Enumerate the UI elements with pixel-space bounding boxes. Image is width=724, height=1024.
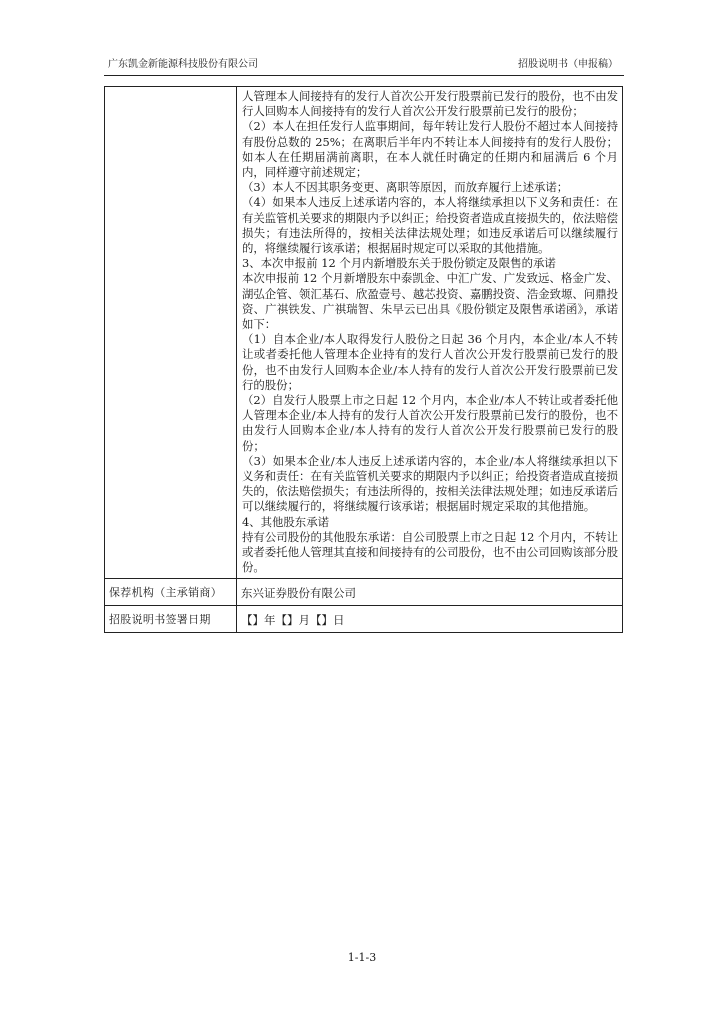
sponsor-label: 保荐机构（主承销商） <box>105 578 237 605</box>
info-table <box>104 86 623 633</box>
commitment-paragraph: 人管理本人间接持有的发行人首次公开发行股票前已发行的股份，也不由发行人回购本人间接持有的发行人首次公开发行股票前已发行的股份； <box>242 89 618 119</box>
company-name: 广东凯金新能源科技股份有限公司 <box>108 59 258 70</box>
commitment-content-cell <box>237 87 623 579</box>
commitment-paragraph: （4）如果本人违反上述承诺内容的，本人将继续承担以下义务和责任：在有关监管机关要求的期限内予以纠正；给投资者造成直接损失的，依法赔偿损失；有违法所得的，按相关法律法规处理；如违反承诺后可以继续履行的，将继续履行该承诺；根据届时规定可以采取的其他措施。 <box>242 195 618 256</box>
document-type: 招股说明书（申报稿） <box>518 59 618 70</box>
sponsor-row <box>105 578 623 605</box>
commitment-paragraph: （3）如果本企业/本人违反上述承诺内容的，本企业/本人将继续承担以下义务和责任：在有关监管机关要求的期限内予以纠正；给投资者造成直接损失的，依法赔偿损失；有违法所得的，按相关法律法规处理；如违反承诺后可以继续履行的，将继续履行该承诺；根据届时规定采取的其他措施。 <box>242 453 618 514</box>
page-number: 1-1-3 <box>347 951 377 964</box>
sign-date-label: 招股说明书签署日期 <box>105 605 237 632</box>
commitment-paragraph: （1）自本企业/本人取得发行人股份之日起 36 个月内，本企业/本人不转让或者委托他人管理本企业持有的发行人首次公开发行股票前已发行的股份，也不由发行人回购本企业/本人持有的发行人首次公开发行股票前已发行的股份； <box>242 332 618 392</box>
commitment-paragraph: 本次申报前 12 个月新增股东中泰凯金、中汇广发、广发致远、格金广发、湖弘企管、领汇基石、欣盈壹号、越芯投资、嘉鹏投资、浩金致塬、问鼎投资、广祺铁发、广祺瑞智、朱早云已出具《股份锁定及限售承诺函》，承诺如下： <box>242 271 618 332</box>
page-header <box>104 58 624 74</box>
header-divider <box>104 75 624 76</box>
section-heading: 4、其他股东承诺 <box>242 514 329 529</box>
sponsor-value: 东兴证券股份有限公司 <box>237 578 623 605</box>
section-heading: 3、本次申报前 12 个月内新增股东关于股份锁定及限售的承诺 <box>242 256 556 271</box>
sign-date-value: 【】年【】月【】日 <box>237 605 623 632</box>
commitment-paragraph: 持有公司股份的其他股东承诺：自公司股票上市之日起 12 个月内，不转让或者委托他人管理其直接和间接持有的公司股份，也不由公司回购该部分股份。 <box>242 529 618 575</box>
commitment-paragraph: （2）自发行人股票上市之日起 12 个月内，本企业/本人不转让或者委托他人管理本企业/本人持有的发行人首次公开发行股票前已发行的股份，也不由发行人回购本企业/本人持有的发行人首次公开发行股票前已发行的股份； <box>242 393 618 453</box>
commitment-label-cell <box>105 87 237 579</box>
sign-date-row <box>105 605 623 632</box>
commitment-row <box>105 87 623 579</box>
commitment-paragraph: （2）本人在担任发行人监事期间，每年转让发行人股份不超过本人间接持有股份总数的 25%；在离职后半年内不转让本人间接持有的发行人股份；如本人在任期届满前离职，在本人就任时确定的任期内和届满后 6 个月内，同样遵守前述规定； <box>242 119 618 180</box>
commitment-paragraph: （3）本人不因其职务变更、离职等原因，而放弃履行上述承诺； <box>242 180 569 195</box>
